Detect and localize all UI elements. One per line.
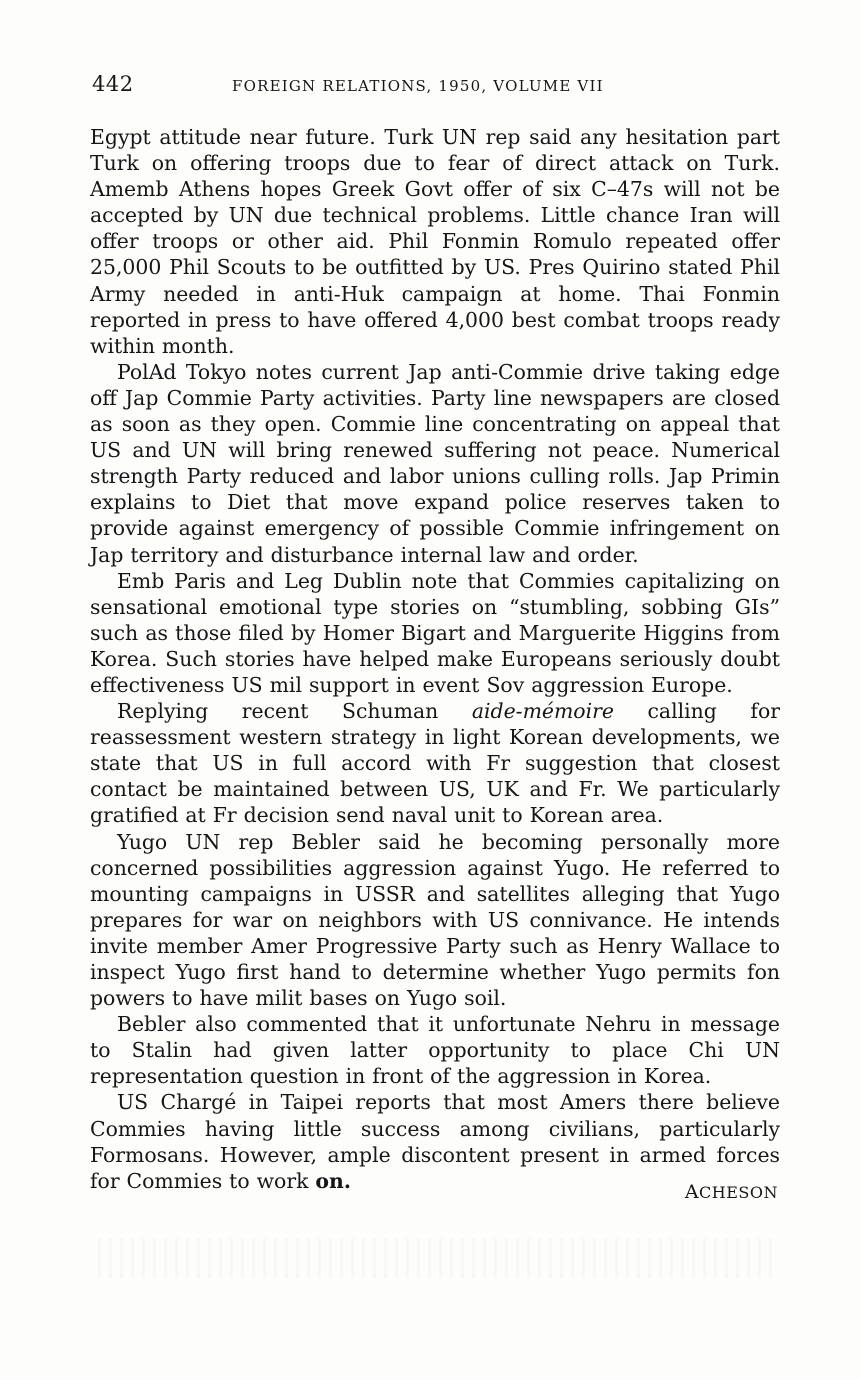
paragraph-italic-text: aide-mémoire xyxy=(471,699,614,724)
paragraph-text: calling for reassessment western strategy in light Korean developments, we state that US in full accord with Fr suggestion that closest contact be maintained between US, UK and Fr. We particularly gratified at Fr decision send naval unit to Korean area. xyxy=(90,699,780,828)
page-number: 442 xyxy=(92,72,134,96)
paragraph-text: Yugo UN rep Bebler said he becoming personally more concerned possibilities aggression against Yugo. He referred to mounting campaigns in USSR and satellites alleging that Yugo prepares for war on neighbors with US connivance. He intends invite member Amer Progressive Party such as Henry Wallace to inspect Yugo first hand to determine whether Yugo permits fon powers to have milit bases on Yugo soil. xyxy=(90,829,780,1011)
paragraph xyxy=(90,1011,780,1089)
paragraph xyxy=(90,359,780,568)
paragraph xyxy=(90,829,780,1012)
paragraph xyxy=(90,698,780,828)
paragraph-bold-text: on. xyxy=(315,1168,351,1193)
signature-initial: A xyxy=(684,1181,700,1203)
page-header xyxy=(92,72,782,102)
signature xyxy=(600,1181,778,1203)
signature-rest: CHESON xyxy=(699,1183,778,1202)
paragraph-text: PolAd Tokyo notes current Jap anti-Commie drive taking edge off Jap Commie Party activities. Party line newspapers are closed as soon as they open. Commie line concentrating on appeal that US and UN will bring renewed suffering not peace. Numerical strength Party reduced and labor unions culling rolls. Jap Primin explains to Diet that move expand police reserves taken to provide against emergency of possible Commie infringement on Jap territory and disturbance internal law and order. xyxy=(90,359,780,567)
paragraph-text: Replying recent Schuman xyxy=(117,699,472,724)
body-text xyxy=(90,124,780,1194)
scan-smudge xyxy=(98,1238,778,1278)
running-head: FOREIGN RELATIONS, 1950, VOLUME VII xyxy=(232,77,604,95)
paragraph-text: Egypt attitude near future. Turk UN rep said any hesitation part Turk on offering troops due to fear of direct attack on Turk. Amemb Athens hopes Greek Govt offer of six C–47s will not be accepted by UN due technical problems. Little chance Iran will offer troops or other aid. Phil Fonmin Romulo repeated offer 25,000 Phil Scouts to be outfitted by US. Pres Quirino stated Phil Army needed in anti-Huk campaign at home. Thai Fonmin reported in press to have offered 4,000 best combat troops ready within month. xyxy=(90,125,780,358)
paragraph xyxy=(90,1089,780,1193)
paragraph xyxy=(90,124,780,359)
paragraph xyxy=(90,568,780,698)
paragraph-text: Emb Paris and Leg Dublin note that Commies capitalizing on sensational emotional type stories on “stumbling, sobbing GIs” such as those filed by Homer Bigart and Marguerite Higgins from Korea. Such stories have helped make Europeans seriously doubt effectiveness US mil support in event Sov aggression Europe. xyxy=(90,568,780,697)
paragraph-text: US Chargé in Taipei reports that most Amers there believe Commies having little success among civilians, particularly Formosans. However, ample discontent present in armed forces for Commies to work xyxy=(90,1090,780,1193)
paragraph-text: Bebler also commented that it unfortunate Nehru in message to Stalin had given latter opportunity to place Chi UN representation question in front of the aggression in Korea. xyxy=(90,1012,780,1089)
